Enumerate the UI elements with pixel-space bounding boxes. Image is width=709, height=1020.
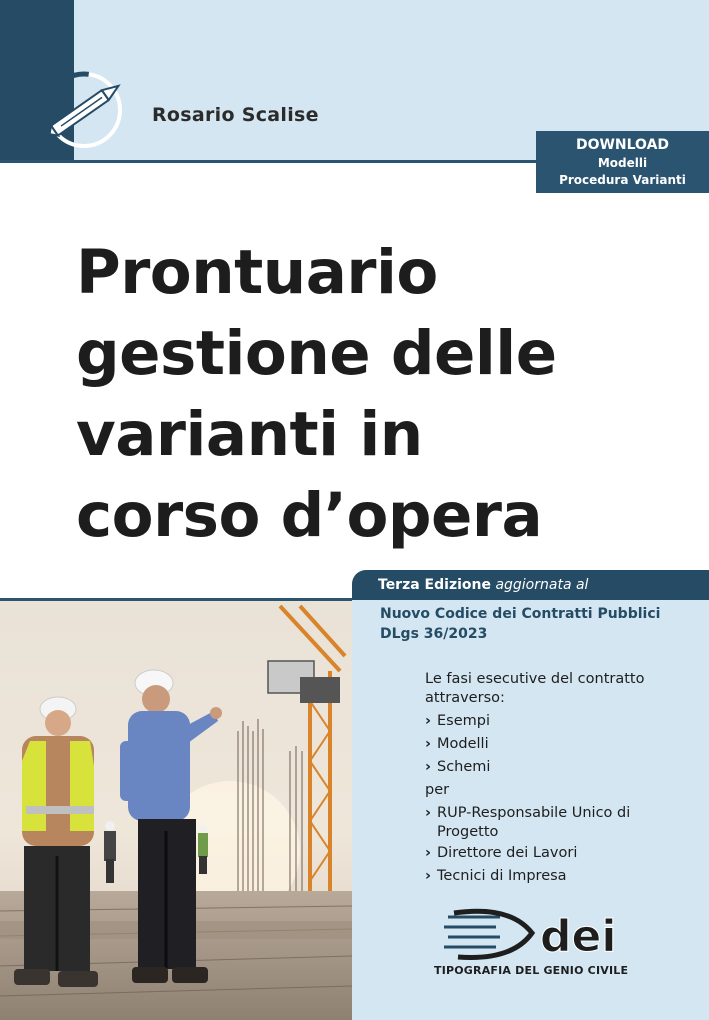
contents-intro xyxy=(425,670,645,708)
list-item-label: Tecnici di Impresa xyxy=(437,868,567,884)
chevron-right-icon: › xyxy=(425,736,431,752)
download-badge xyxy=(536,131,709,193)
per-label: per xyxy=(425,782,450,798)
list-item-label: Direttore dei Lavori xyxy=(437,845,578,861)
title-line: varianti in xyxy=(76,399,423,470)
list-item-label xyxy=(437,802,630,842)
book-title xyxy=(76,232,696,556)
download-line-models: Modelli xyxy=(597,156,648,170)
publisher-logo-text: dei xyxy=(540,911,617,962)
chevron-right-icon: › xyxy=(425,868,431,884)
chevron-right-icon: › xyxy=(425,759,431,775)
download-line-procedure: Procedura Varianti xyxy=(559,173,686,187)
code-line-decree: DLgs 36/2023 xyxy=(380,626,488,642)
list-item xyxy=(425,733,630,756)
code-reference xyxy=(380,604,660,644)
pen-nib-icon xyxy=(42,68,126,152)
list-item xyxy=(425,756,630,779)
list-item xyxy=(425,865,630,888)
code-line-name: Nuovo Codice dei Contratti Pubblici xyxy=(380,606,661,622)
list-item xyxy=(425,710,630,733)
construction-site-photo xyxy=(0,601,352,1020)
list-item-line: Progetto xyxy=(437,824,499,840)
title-line: corso d’opera xyxy=(76,480,543,551)
chevron-right-icon: › xyxy=(425,713,431,729)
chevron-right-icon: › xyxy=(425,845,431,861)
list-item-label: Modelli xyxy=(437,736,489,752)
edition-bar xyxy=(352,570,709,600)
list-item-label: Esempi xyxy=(437,713,490,729)
title-line: gestione delle xyxy=(76,318,557,389)
publisher-logo xyxy=(440,905,630,970)
edition-label: Terza Edizione xyxy=(378,577,491,593)
author-name: Rosario Scalise xyxy=(152,104,319,126)
intro-line: Le fasi esecutive del contratto xyxy=(425,671,645,687)
list-item xyxy=(425,842,630,865)
download-title: DOWNLOAD xyxy=(575,137,670,153)
intro-line: attraverso: xyxy=(425,690,505,706)
contents-list xyxy=(425,710,630,888)
title-line: Prontuario xyxy=(76,237,438,308)
publisher-subtitle: TIPOGRAFIA DEL GENIO CIVILE xyxy=(434,964,629,977)
list-item xyxy=(425,802,630,842)
list-item-label: Schemi xyxy=(437,759,491,775)
chevron-right-icon: › xyxy=(425,805,431,821)
list-item-line: RUP-Responsabile Unico di xyxy=(437,805,631,821)
edition-updated-label: aggiornata al xyxy=(495,577,589,593)
